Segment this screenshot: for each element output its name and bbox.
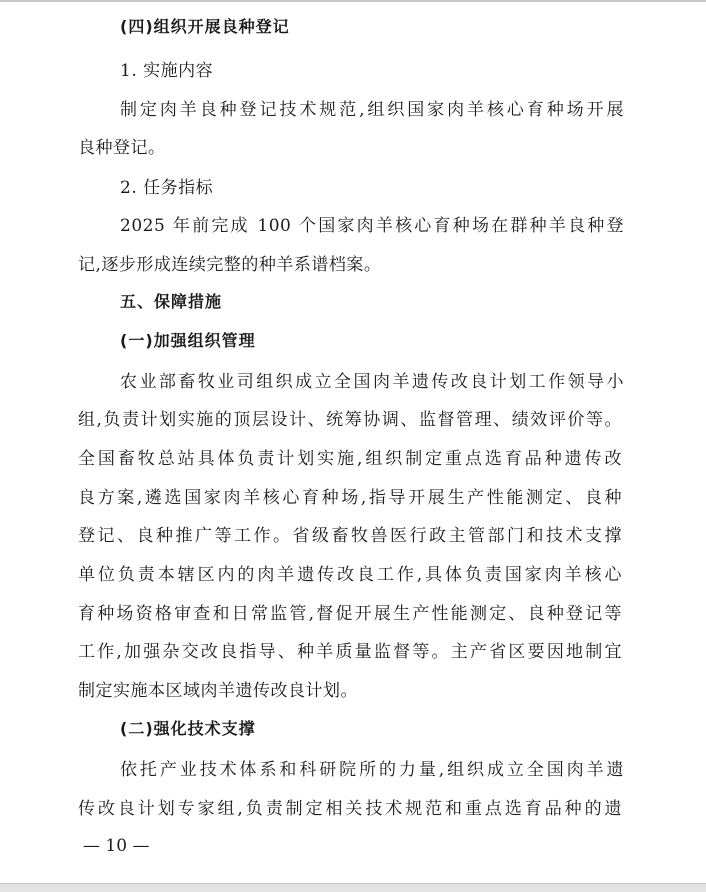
sub2-text-line: 传改良计划专家组,负责制定相关技术规范和重点选育品种的遗 [78,799,622,819]
sub1-text-line: 良方案,遴选国家肉羊核心育种场,指导开展生产性能测定、良种 [78,488,622,508]
sub1-text-line: 农业部畜牧业司组织成立全国肉羊遗传改良计划工作领导小 [120,372,624,392]
chapter5-heading: 五、保障措施 [120,292,223,311]
sub1-text-line: 登记、良种推广等工作。省级畜牧兽医行政主管部门和技术支撑 [78,526,622,546]
page-number: — 10 — [83,836,150,856]
item1-text-line: 良种登记。 [78,138,166,158]
sub1-heading: (一)加强组织管理 [120,331,256,350]
sub1-text-line: 工作,加强杂交改良指导、种羊质量监督等。主产省区要因地制宜 [78,642,622,662]
sub2-heading: (二)强化技术支撑 [120,719,256,738]
sub1-text-line: 制定实施本区域肉羊遗传改良计划。 [78,681,358,701]
sub1-text-line: 全国畜牧总站具体负责计划实施,组织制定重点选育品种遗传改 [78,449,622,469]
item1-text-line: 制定肉羊良种登记技术规范,组织国家肉羊核心育种场开展 [120,100,624,120]
section-4-heading: (四)组织开展良种登记 [120,17,290,36]
sub1-text-line: 单位负责本辖区内的肉羊遗传改良工作,具体负责国家肉羊核心 [78,565,622,585]
item2-heading: 2. 任务指标 [120,178,214,198]
item2-text-line: 记,逐步形成连续完整的种羊系谱档案。 [78,255,382,275]
sub1-text-line: 组,负责计划实施的顶层设计、统筹协调、监督管理、绩效评价等。 [78,410,622,430]
sub2-text-line: 依托产业技术体系和科研院所的力量,组织成立全国肉羊遗 [120,760,624,780]
sub1-text-line: 育种场资格审查和日常监管,督促开展生产性能测定、良种登记等 [78,604,622,624]
top-border [0,0,706,2]
item1-heading: 1. 实施内容 [120,61,214,81]
item2-text-line: 2025 年前完成 100 个国家肉羊核心育种场在群种羊良种登 [120,216,624,236]
